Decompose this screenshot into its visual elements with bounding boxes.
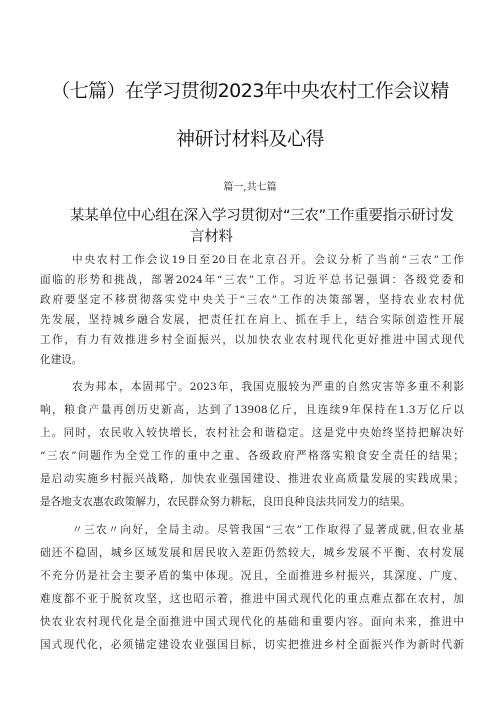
chapter-label: 篇一,共七篇 bbox=[223, 182, 277, 193]
body-line: 响，粮食产量再创历史新高，达到了13908亿斤，且连续9年保持在1.3万亿斤以 bbox=[40, 404, 464, 416]
body-line: 国式现代化，必须锚定建设农业强国目标，切实把推进乡村全面振兴作为新时代新 bbox=[40, 639, 464, 651]
body-line: 〃三农〃向好，全局主动。尽管我国“三农”工作取得了显著成就,但农业基 bbox=[72, 524, 464, 536]
body-line: 先发展，坚持城乡融合发展，把责任扛在肩上、抓在手上，结合实际创造性开展 bbox=[40, 314, 464, 326]
document-title-line-2: 神研讨材料及心得 bbox=[175, 128, 324, 150]
body-line: 政府要坚定不移贯彻落实党中央关于“三农”工作的决策部署，坚持农业农村优 bbox=[40, 294, 464, 306]
body-line: 上。同时，农民收入较快增长，农村社会和谐稳定。这是党中央始终坚持把解决好 bbox=[40, 427, 464, 439]
body-line: 是各地支农惠农政策解力，农民群众努力耕耘，良田良种良法共同发力的结果。 bbox=[40, 496, 411, 508]
body-line: “三农”问题作为全党工作的重中之重、各级政府严格落实粮食安全责任的结果； bbox=[40, 450, 464, 462]
body-line: 础还不稳固，城乡区域发展和居民收入差距仍然较大，城乡发展不平衡、农村发展 bbox=[40, 547, 464, 559]
body-line: 快农业农村现代化是全面推进中国式现代化的基础和重要内容。面向未来，推进中 bbox=[40, 616, 464, 628]
body-line: 工作，有力有效推进乡村全面振兴，以加快农业农村现代化更好推进中国式现代 bbox=[40, 334, 464, 346]
body-line: 面临的形势和挑战，部署2024年“三农”工作。习近平总书记强调：各级党委和 bbox=[40, 274, 464, 286]
body-line: 中央农村工作会议19日至20日在北京召开。会议分析了当前“三农”工作 bbox=[72, 254, 464, 266]
body-line: 是启动实施乡村振兴战略，加快农业强国建设、推进农业高质量发展的实践成果； bbox=[40, 473, 464, 485]
article-heading-line-2: 言材料 bbox=[190, 229, 233, 245]
document-title-line-1: （七篇）在学习贯彻2023年中央农村工作会议精 bbox=[51, 80, 449, 102]
body-line: 化建设。 bbox=[40, 354, 83, 366]
body-line: 难度都不亚于脱贫攻坚，这也昭示着，推进中国式现代化的重点难点都在农村，加 bbox=[40, 593, 464, 605]
body-line: 不充分仍是社会主要矛盾的集中体现。况且，全面推进乡村振兴，其深度、广度、 bbox=[40, 570, 464, 582]
article-heading-line-1: 某某单位中心组在深入学习贯彻对“三农”工作重要指示研讨发 bbox=[70, 208, 454, 224]
body-line: 农为邦本，本固邦宁。2023年，我国克服较为严重的自然灾害等多重不利影 bbox=[72, 381, 464, 393]
